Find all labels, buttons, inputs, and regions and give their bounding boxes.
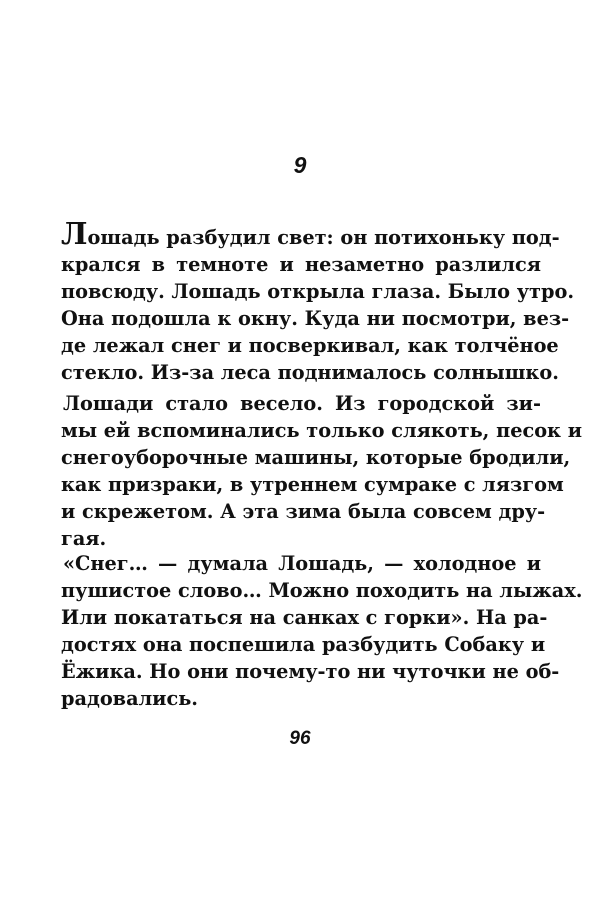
text-line: кралcя в темноте и незаметно разлился (61, 253, 541, 276)
text-line (61, 217, 560, 252)
text-line: пушистое слово… Можно походить на лыжах. (61, 579, 583, 602)
text-line: мы ей вспоминались только слякоть, песок и (61, 419, 582, 442)
paragraph-2 (61, 390, 582, 552)
text-line: достях она поспешила разбудить Собаку и (61, 633, 546, 656)
text-line: как призраки, в утреннем сумраке с лязгом (61, 473, 564, 496)
text-line: Или покататься на санках с горки». На ра- (61, 606, 548, 629)
chapter-number: 9 (293, 152, 307, 178)
text-line: стекло. Из-за леса поднималось солнышко. (61, 361, 559, 384)
text-line: «Снег… — думала Лошадь, — холодное и (63, 552, 541, 575)
text-line: Ёжика. Но они почему-то ни чуточки не об- (61, 660, 560, 683)
text-line: повсюду. Лошадь открыла глаза. Было утро. (61, 280, 575, 303)
text-line: гая. (61, 527, 107, 550)
text-line: снегоуборочные машины, которые бродили, (61, 446, 571, 469)
paragraph-3 (61, 550, 583, 712)
text-line: де лежал снег и посверкивал, как толчёное (61, 334, 559, 357)
text-line: радовались. (61, 687, 199, 710)
page-number: 96 (289, 728, 311, 749)
text-line: Лошади стало весело. Из городской зи- (63, 392, 541, 415)
text-line: и скрежетом. А эта зима была совсем дру- (61, 500, 546, 523)
drop-cap: Л (61, 217, 88, 252)
paragraph-1 (61, 217, 575, 386)
text-line: Она подошла к окну. Куда ни посмотри, вез- (61, 307, 570, 330)
text-line-rest: ошадь разбудил свет: он потихоньку под- (87, 226, 560, 249)
